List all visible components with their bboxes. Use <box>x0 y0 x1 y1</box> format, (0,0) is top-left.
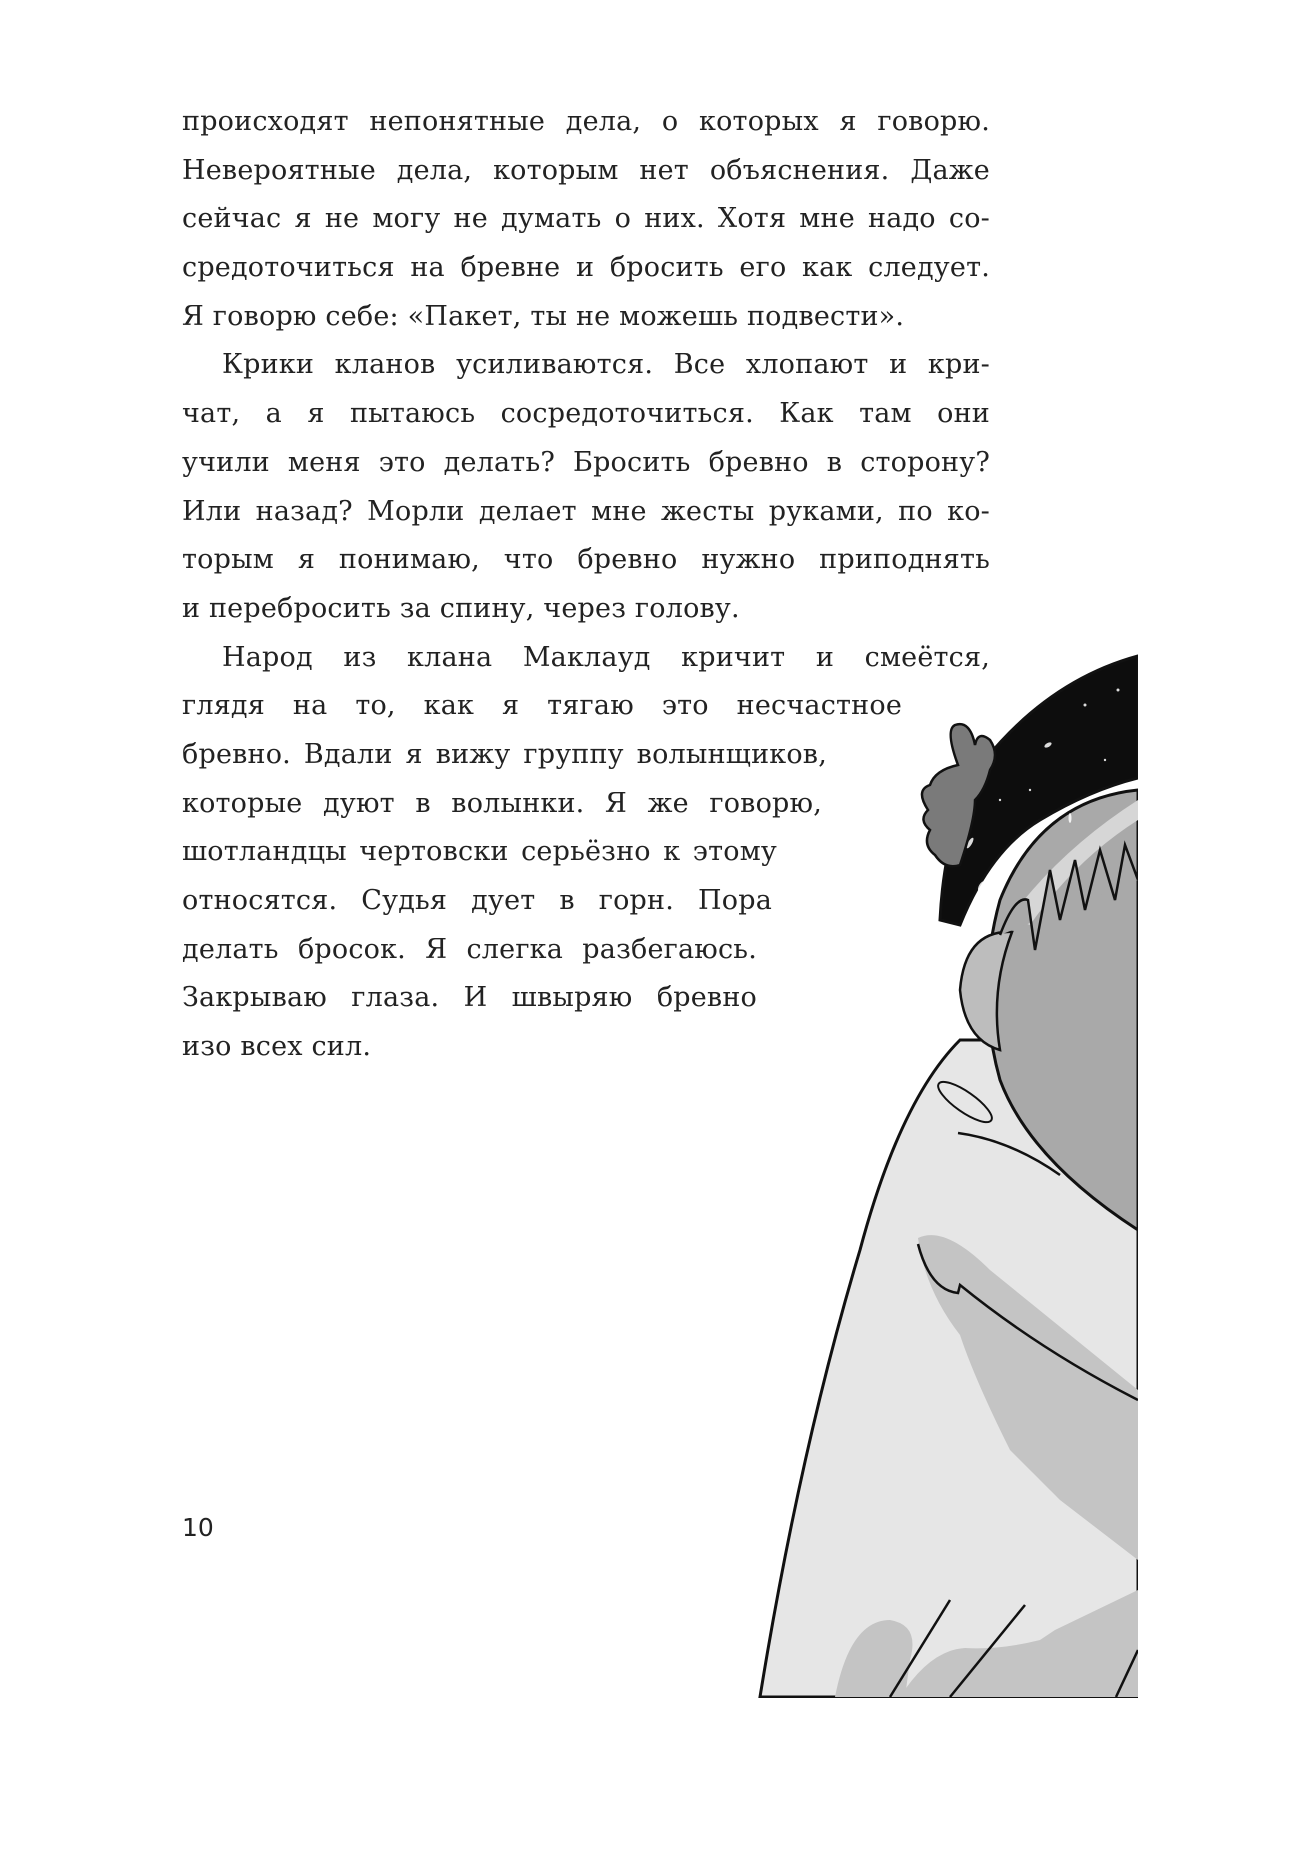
text-line: торым я понимаю, что бревно нужно приподнять <box>182 544 990 576</box>
text-line: которые дуют в волынки. Я же говорю, <box>182 787 822 819</box>
text-line: Закрываю глаза. И швыряю бревно <box>182 982 757 1014</box>
text-line: шотландцы чертовски серьёзно к этому <box>182 836 777 868</box>
text-line: средоточиться на бревне и бросить его как следует. <box>182 252 990 284</box>
text-line: Я говорю себе: «Пакет, ты не можешь подвести». <box>182 300 905 332</box>
text-line: относятся. Судья дует в горн. Пора <box>182 885 772 916</box>
text-line: происходят непонятные дела, о которых я говорю. <box>182 106 990 137</box>
page-number: 10 <box>182 1513 214 1542</box>
text-line: Или назад? Морли делает мне жесты руками, по ко- <box>182 495 990 527</box>
text-line: Невероятные дела, которым нет объяснения. Даже <box>182 154 990 186</box>
text-line: изо всех сил. <box>182 1031 372 1063</box>
text-line: глядя на то, как я тягаю это несчастное <box>182 690 902 722</box>
character-illustration <box>740 640 1140 1700</box>
text-line: бревно. Вдали я вижу группу волынщиков, <box>182 738 827 770</box>
text-line: чат, а я пытаюсь сосредоточиться. Как там они <box>182 398 990 430</box>
text-line: учили меня это делать? Бросить бревно в сторону? <box>182 446 990 478</box>
text-line: Крики кланов усиливаются. Все хлопают и кри- <box>222 349 990 381</box>
text-line: Народ из клана Маклауд кричит и смеётся, <box>222 641 990 673</box>
text-line: и перебросить за спину, через голову. <box>182 592 740 624</box>
text-line: сейчас я не могу не думать о них. Хотя мне надо со- <box>182 203 990 235</box>
text-line: делать бросок. Я слегка разбегаюсь. <box>182 933 757 965</box>
